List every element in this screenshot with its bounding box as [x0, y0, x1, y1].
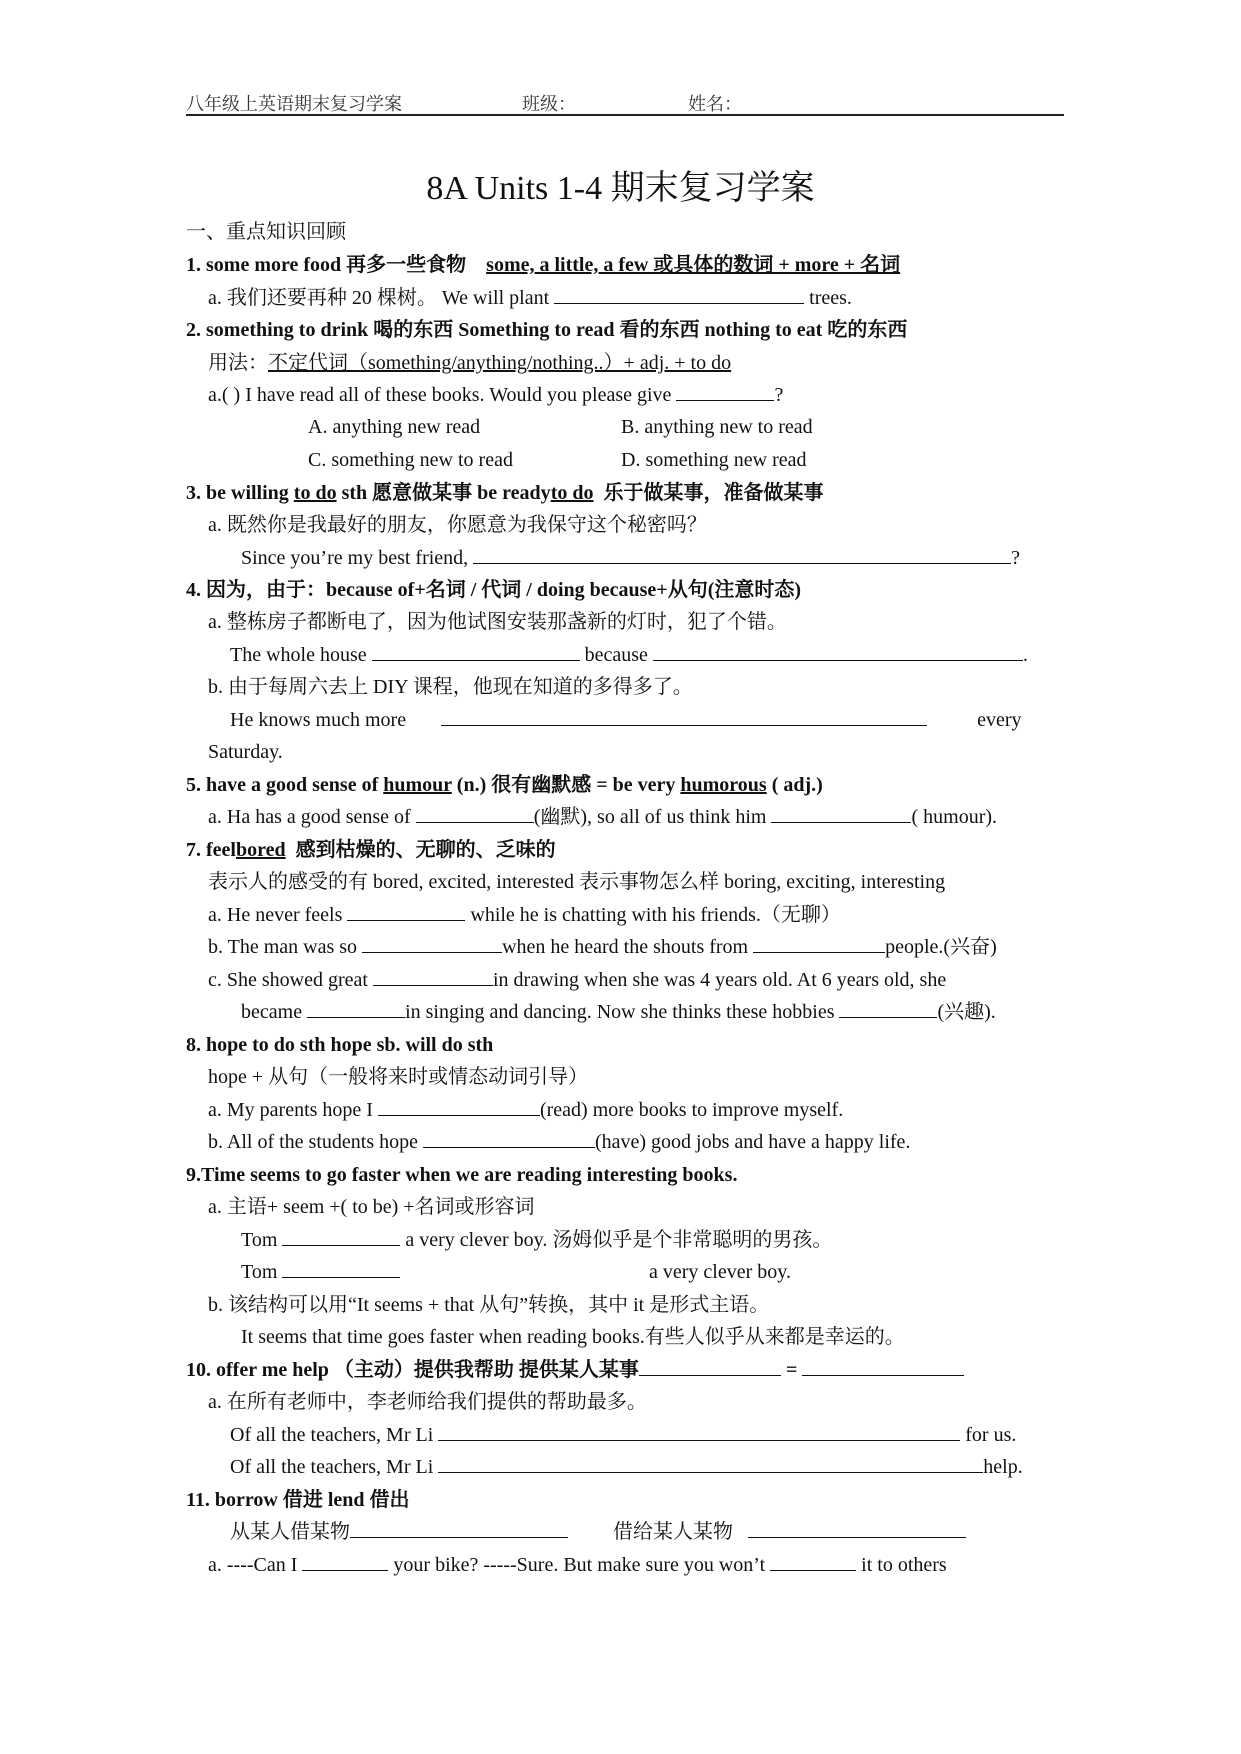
answer-blank[interactable] [554, 285, 804, 304]
item-9-title: 9.Time seems to go faster when we are reading interesting books. [186, 1164, 738, 1186]
option-b[interactable]: B. anything new to read [621, 416, 813, 438]
item-9a-exercise-1: Tom a very clever boy. 汤姆似乎是个非常聪明的男孩。 [241, 1229, 833, 1251]
item-4a-chinese: a. 整栋房子都断电了，因为他试图安装那盏新的灯时，犯了个错。 [208, 611, 787, 633]
answer-blank[interactable] [770, 1552, 856, 1571]
answer-blank[interactable] [839, 999, 937, 1018]
option-c[interactable]: C. something new to read [308, 449, 513, 471]
answer-blank[interactable] [438, 1454, 983, 1473]
item-10a-chinese: a. 在所有老师中，李老师给我们提供的帮助最多。 [208, 1391, 647, 1413]
item-1-title: 1. some more food 再多一些食物 some, a little, a few 或具体的数词 + more + 名词 [186, 254, 901, 276]
answer-blank[interactable] [347, 902, 465, 921]
answer-blank[interactable] [771, 804, 911, 823]
course-title: 八年级上英语期末复习学案 [186, 94, 402, 114]
answer-blank[interactable] [307, 999, 405, 1018]
item-8-note: hope + 从句（一般将来时或情态动词引导） [208, 1066, 589, 1088]
page-header [186, 86, 1064, 116]
section-heading: 一、重点知识回顾 [186, 221, 346, 243]
answer-blank[interactable] [653, 642, 1023, 661]
item-11a-exercise: a. ----Can I your bike? -----Sure. But make sure you won’t it to others [208, 1554, 947, 1576]
answer-blank[interactable] [373, 967, 493, 986]
option-d[interactable]: D. something new read [621, 449, 807, 471]
item-10a-exercise-2: Of all the teachers, Mr Li help. [230, 1456, 1023, 1478]
item-9b-example: It seems that time goes faster when reading books.有些人似乎从来都是幸运的。 [241, 1326, 905, 1348]
answer-blank[interactable] [372, 642, 580, 661]
item-4b-exercise: He knows much more every [230, 709, 1022, 731]
answer-blank[interactable] [639, 1357, 781, 1376]
answer-blank[interactable] [416, 804, 534, 823]
item-11-title: 11. borrow 借进 lend 借出 [186, 1489, 410, 1511]
answer-blank[interactable] [378, 1097, 540, 1116]
item-4b-continuation: Saturday. [208, 741, 283, 763]
item-11-phrases: 从某人借某物 借给某人某物 [230, 1518, 966, 1546]
item-7b-exercise: b. The man was so when he heard the shouts from people.(兴奋) [208, 936, 997, 958]
item-3-title: 3. be willing to do sth 愿意做某事 be readyto do 乐于做某事，准备做某事 [186, 482, 824, 504]
item-2-title: 2. something to drink 喝的东西 Something to read 看的东西 nothing to eat 吃的东西 [186, 319, 908, 341]
name-label: 姓名： [688, 94, 742, 114]
item-7c-continuation: became in singing and dancing. Now she thinks these hobbies (兴趣). [241, 1001, 996, 1023]
item-9a-rule: a. 主语+ seem +( to be) +名词或形容词 [208, 1196, 535, 1218]
item-7a-exercise: a. He never feels while he is chatting with his friends.（无聊） [208, 904, 841, 926]
item-2-question: a.( ) I have read all of these books. Would you please give ? [208, 384, 784, 406]
answer-blank[interactable] [362, 934, 502, 953]
item-10-title: 10. offer me help （主动）提供我帮助 提供某人某事 = [186, 1356, 964, 1384]
answer-blank[interactable] [282, 1259, 400, 1278]
answer-blank[interactable] [473, 545, 1011, 564]
answer-blank[interactable] [748, 1519, 966, 1538]
item-4-title: 4. 因为，由于：because of+名词 / 代词 / doing because+从句(注意时态) [186, 579, 802, 601]
item-10a-exercise-1: Of all the teachers, Mr Li for us. [230, 1424, 1017, 1446]
class-label: 班级： [522, 94, 576, 114]
item-9b-rule: b. 该结构可以用“It seems + that 从句”转换，其中 it 是形式主语。 [208, 1294, 770, 1316]
answer-blank[interactable] [441, 707, 927, 726]
item-5-title: 5. have a good sense of humour (n.) 很有幽默感 = be very humorous ( adj.) [186, 774, 823, 796]
answer-blank[interactable] [282, 1227, 400, 1246]
item-8a-exercise: a. My parents hope I (read) more books to improve myself. [208, 1099, 844, 1121]
page-title: 8A Units 1-4 期末复习学案 [426, 170, 815, 207]
item-3-chinese: a. 既然你是我最好的朋友，你愿意为我保守这个秘密吗？ [208, 514, 707, 536]
item-1-exercise: a. 我们还要再种 20 棵树。 We will plant trees. [208, 287, 852, 309]
item-4b-chinese: b. 由于每周六去上 DIY 课程，他现在知道的多得多了。 [208, 676, 693, 698]
item-9a-exercise-2-tail: a very clever boy. [649, 1261, 791, 1283]
item-2-usage: 用法：不定代词（something/anything/nothing..）+ adj. + to do [208, 352, 732, 374]
item-7-note: 表示人的感受的有 bored, excited, interested 表示事物怎么样 boring, exciting, interesting [208, 871, 946, 893]
option-a[interactable]: A. anything new read [308, 416, 481, 438]
answer-blank[interactable] [676, 382, 774, 401]
answer-blank[interactable] [753, 934, 885, 953]
item-9a-exercise-2: Tom [241, 1258, 400, 1286]
item-7-title: 7. feelbored 感到枯燥的、无聊的、乏味的 [186, 839, 556, 861]
item-5-exercise: a. Ha has a good sense of (幽默), so all of us think him ( humour). [208, 806, 998, 828]
item-8b-exercise: b. All of the students hope (have) good jobs and have a happy life. [208, 1131, 911, 1153]
item-7c-exercise: c. She showed great in drawing when she was 4 years old. At 6 years old, she [208, 969, 947, 991]
answer-blank[interactable] [350, 1519, 568, 1538]
item-8-title: 8. hope to do sth hope sb. will do sth [186, 1034, 494, 1056]
answer-blank[interactable] [423, 1129, 595, 1148]
item-4a-exercise: The whole house because . [230, 644, 1028, 666]
answer-blank[interactable] [438, 1422, 960, 1441]
item-3-exercise: Since you’re my best friend, ? [241, 547, 1021, 569]
answer-blank[interactable] [302, 1552, 388, 1571]
answer-blank[interactable] [802, 1357, 964, 1376]
